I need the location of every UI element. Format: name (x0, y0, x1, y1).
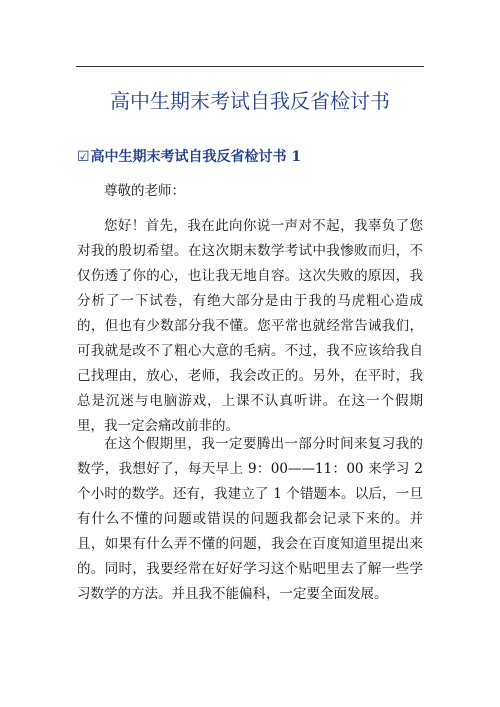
header-rule (76, 66, 424, 67)
document-title: 高中生期末考试自我反省检讨书 (110, 89, 390, 113)
body-paragraph-1: 您好！首先，我在此向你说一声对不起，我辜负了您对我的殷切希望。在这次期末数学考试中我惨败而归，不仅伤透了你的心，也让我无地自容。这次失败的原因，我分析了一下试卷，有绝大部分是由于我的马虎粗心造成的，但也有少数部分我不懂。您平常也就经常告诫我们，可我就是改不了粗心大意的毛病。不过，我不应该给我自己找理由，放心，老师，我会改正的。另外，在平时，我总是沉迷与电脑游戏，上课不认真听讲。在这一个假期里，我一定会痛改前非的。 (77, 218, 423, 434)
salutation: 尊敬的老师： (104, 183, 185, 199)
checkbox-icon: ☑ (77, 149, 90, 165)
section-heading-text: 高中生期末考试自我反省检讨书 1 (90, 149, 302, 165)
body-paragraph-2: 在这个假期里，我一定要腾出一部分时间来复习我的数学，我想好了，每天早上 9：00——11：00 来学习 2 个小时的数学。还有，我建立了 1 个错题本。以后，一旦有什么不懂的问题或错误的问题我都会记录下来的。并且，如果有什么弄不懂的问题，我会在百度知道里提出来的。同时，我要经常在好好学习这个贴吧里去了解一些学习数学的方法。并且我不能偏科，一定要全面发展。 (77, 436, 423, 602)
section-heading (77, 147, 301, 167)
